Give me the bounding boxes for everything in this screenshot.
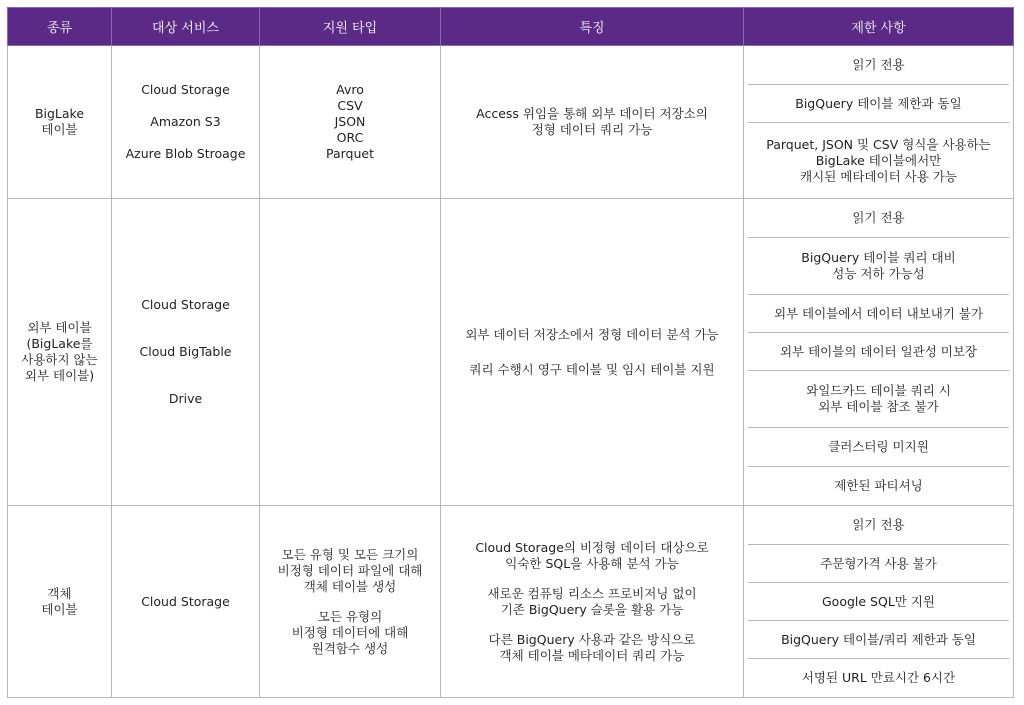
limit-item: 외부 테이블의 데이터 일관성 미보장 xyxy=(748,332,1009,370)
comparison-table xyxy=(7,7,1014,698)
type-cell: BigLake 테이블 xyxy=(8,46,112,199)
table-row xyxy=(8,46,1014,199)
format-item: ORC xyxy=(336,130,364,145)
limits-cell xyxy=(744,199,1014,506)
limit-item: 읽기 전용 xyxy=(852,517,905,532)
table-row xyxy=(8,506,1014,698)
limit-item: 주문형가격 사용 불가 xyxy=(748,544,1009,582)
format-item: CSV xyxy=(337,98,363,113)
header-formats: 지원 타입 xyxy=(260,8,441,46)
limits-cell xyxy=(744,506,1014,698)
table-row xyxy=(8,199,1014,506)
limit-item: 서명된 URL 만료시간 6시간 xyxy=(748,658,1009,697)
services-cell xyxy=(112,506,260,698)
formats-cell xyxy=(260,199,441,506)
header-row xyxy=(8,8,1014,46)
feature-item: Cloud Storage의 비정형 데이터 대상으로 익숙한 SQL을 사용해 분석 가능 xyxy=(475,539,709,571)
service-item: Cloud BigTable xyxy=(139,344,232,359)
format-item: Avro xyxy=(336,82,364,97)
limit-item: 읽기 전용 xyxy=(852,57,905,72)
format-item: Parquet xyxy=(325,146,374,161)
service-item: Cloud Storage xyxy=(141,297,230,312)
features-cell xyxy=(441,46,744,199)
limit-item: 와일드카드 테이블 쿼리 시 외부 테이블 참조 불가 xyxy=(748,370,1009,427)
header-limits: 제한 사항 xyxy=(744,8,1014,46)
limits-cell xyxy=(744,46,1014,199)
limit-item: BigQuery 테이블 쿼리 대비 성능 저하 가능성 xyxy=(748,237,1009,294)
feature-item: 다른 BigQuery 사용과 같은 방식으로 객체 테이블 메타데이터 쿼리 가능 xyxy=(488,631,696,663)
limit-item: 외부 테이블에서 데이터 내보내기 불가 xyxy=(748,294,1009,332)
service-item: Cloud Storage xyxy=(141,82,230,97)
limit-item: 제한된 파티셔닝 xyxy=(748,466,1009,505)
feature-item: 쿼리 수행시 영구 테이블 및 임시 테이블 지원 xyxy=(469,361,715,377)
feature-item: 새로운 컴퓨팅 리소스 프로비저닝 없이 기존 BigQuery 슬롯을 활용 가능 xyxy=(487,585,697,617)
service-item: Amazon S3 xyxy=(150,114,221,129)
services-cell xyxy=(112,199,260,506)
header-type: 종류 xyxy=(8,8,112,46)
service-item: Azure Blob Stroage xyxy=(125,146,246,161)
features-cell xyxy=(441,506,744,698)
formats-cell xyxy=(260,46,441,199)
limit-item: 읽기 전용 xyxy=(852,210,905,225)
type-cell: 객체 테이블 xyxy=(8,506,112,698)
format-item: JSON xyxy=(334,114,366,129)
formats-cell xyxy=(260,506,441,698)
features-cell xyxy=(441,199,744,506)
type-cell: 외부 테이블 (BigLake를 사용하지 않는 외부 테이블) xyxy=(8,199,112,506)
limit-item: Parquet, JSON 및 CSV 형식을 사용하는 BigLake 테이블에서만 캐시된 메타데이터 사용 가능 xyxy=(748,122,1009,198)
format-item: 모든 유형의 비정형 데이터에 대해 원격함수 생성 xyxy=(291,608,409,656)
limit-item: 클러스터링 미지원 xyxy=(748,427,1009,466)
limit-item: Google SQL만 지원 xyxy=(748,582,1009,620)
service-item: Cloud Storage xyxy=(141,593,230,609)
header-features: 특징 xyxy=(441,8,744,46)
feature-item: Access 위임을 통해 외부 데이터 저장소의 정형 데이터 쿼리 가능 xyxy=(476,106,708,137)
services-cell xyxy=(112,46,260,199)
header-services: 대상 서비스 xyxy=(112,8,260,46)
limit-item: BigQuery 테이블 제한과 동일 xyxy=(748,84,1009,122)
format-item: 모든 유형 및 모든 크기의 비정형 데이터 파일에 대해 객체 테이블 생성 xyxy=(277,546,423,594)
feature-item: 외부 데이터 저장소에서 정형 데이터 분석 가능 xyxy=(465,326,719,342)
limit-item: BigQuery 테이블/쿼리 제한과 동일 xyxy=(748,620,1009,658)
service-item: Drive xyxy=(168,391,203,406)
